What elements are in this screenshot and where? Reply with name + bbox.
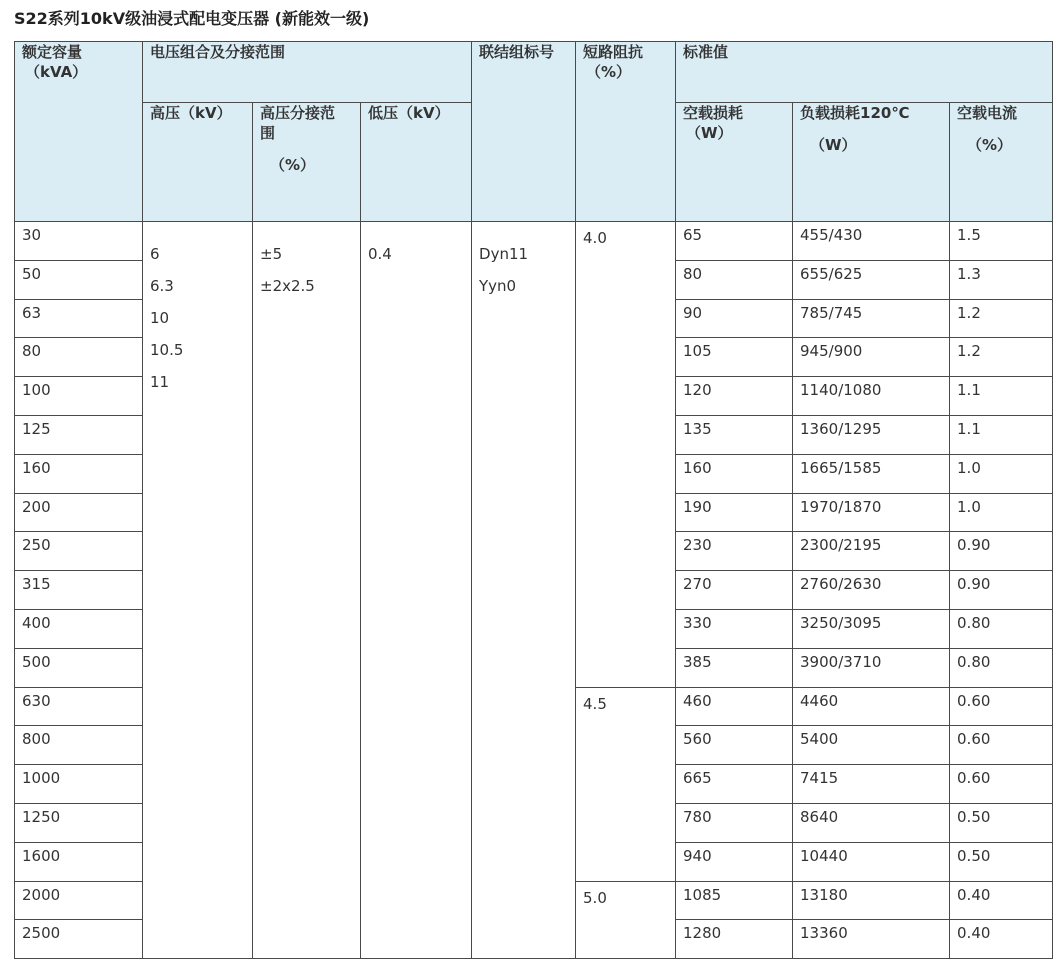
cell-no-load-current: 0.90 (950, 571, 1053, 610)
table-row (15, 222, 1053, 261)
cell-capacity: 80 (15, 338, 143, 377)
connection-value: Dyn11 (479, 245, 529, 263)
cell-no-load-current: 1.2 (950, 299, 1053, 338)
tap-value: ±5 (260, 245, 283, 263)
header-connection: 联结组标号 (472, 42, 576, 222)
cell-load-loss: 945/900 (793, 338, 950, 377)
cell-capacity: 1250 (15, 803, 143, 842)
header-no-load-loss (676, 103, 793, 222)
cell-no-load-current: 0.40 (950, 920, 1053, 959)
cell-capacity: 160 (15, 454, 143, 493)
cell-load-loss: 3900/3710 (793, 648, 950, 687)
cell-no-load-loss: 330 (676, 609, 793, 648)
cell-connection-values (472, 222, 576, 959)
cell-no-load-loss: 780 (676, 803, 793, 842)
header-rated-capacity (15, 42, 143, 222)
cell-load-loss: 2300/2195 (793, 532, 950, 571)
cell-no-load-current: 1.1 (950, 415, 1053, 454)
header-rated-capacity-unit: （kVA） (25, 63, 88, 81)
cell-load-loss: 2760/2630 (793, 571, 950, 610)
cell-load-loss: 1970/1870 (793, 493, 950, 532)
cell-capacity: 1600 (15, 842, 143, 881)
cell-lv-value (361, 222, 472, 959)
cell-no-load-loss: 270 (676, 571, 793, 610)
cell-capacity: 400 (15, 609, 143, 648)
cell-capacity: 63 (15, 299, 143, 338)
cell-no-load-loss: 160 (676, 454, 793, 493)
header-no-load-current-unit: （%） (967, 136, 1013, 154)
cell-no-load-loss: 385 (676, 648, 793, 687)
header-rated-capacity-label: 额定容量 (22, 43, 83, 61)
cell-load-loss: 5400 (793, 726, 950, 765)
cell-capacity: 1000 (15, 765, 143, 804)
cell-no-load-loss: 1085 (676, 881, 793, 920)
header-no-load-current (950, 103, 1053, 222)
header-hv-tap-label-2: 围 (260, 124, 276, 142)
tap-value: ±2x2.5 (260, 277, 315, 295)
cell-no-load-current: 0.80 (950, 609, 1053, 648)
cell-capacity: 50 (15, 260, 143, 299)
cell-load-loss: 4460 (793, 687, 950, 726)
connection-value: Yyn0 (479, 277, 517, 295)
cell-no-load-current: 0.60 (950, 765, 1053, 804)
header-hv-tap-unit: （%） (270, 156, 316, 174)
cell-no-load-loss: 105 (676, 338, 793, 377)
hv-value: 10 (150, 309, 170, 327)
cell-capacity: 250 (15, 532, 143, 571)
cell-load-loss: 13360 (793, 920, 950, 959)
header-load-loss-unit: （W） (810, 136, 857, 154)
header-impedance-label: 短路阻抗 (583, 43, 644, 61)
cell-no-load-loss: 120 (676, 377, 793, 416)
cell-capacity: 630 (15, 687, 143, 726)
cell-load-loss: 1360/1295 (793, 415, 950, 454)
cell-capacity: 2000 (15, 881, 143, 920)
header-voltage-group: 电压组合及分接范围 (143, 42, 472, 103)
cell-load-loss: 3250/3095 (793, 609, 950, 648)
cell-capacity: 800 (15, 726, 143, 765)
cell-no-load-loss: 460 (676, 687, 793, 726)
hv-value: 10.5 (150, 341, 184, 359)
header-standard: 标准值 (676, 42, 1053, 103)
header-load-loss (793, 103, 950, 222)
cell-load-loss: 785/745 (793, 299, 950, 338)
cell-load-loss: 1140/1080 (793, 377, 950, 416)
cell-no-load-loss: 940 (676, 842, 793, 881)
header-impedance (576, 42, 676, 222)
spec-table (14, 41, 1053, 959)
cell-no-load-current: 1.0 (950, 454, 1053, 493)
header-no-load-loss-unit: （W） (686, 124, 733, 142)
cell-no-load-current: 0.90 (950, 532, 1053, 571)
table-body (15, 222, 1053, 959)
cell-no-load-loss: 90 (676, 299, 793, 338)
cell-no-load-loss: 560 (676, 726, 793, 765)
hv-value: 6 (150, 245, 160, 263)
cell-load-loss: 655/625 (793, 260, 950, 299)
cell-no-load-current: 0.60 (950, 687, 1053, 726)
cell-capacity: 2500 (15, 920, 143, 959)
cell-no-load-current: 0.50 (950, 842, 1053, 881)
cell-capacity: 30 (15, 222, 143, 261)
lv-value: 0.4 (368, 245, 392, 263)
cell-load-loss: 7415 (793, 765, 950, 804)
cell-load-loss: 10440 (793, 842, 950, 881)
cell-capacity: 125 (15, 415, 143, 454)
cell-no-load-loss: 230 (676, 532, 793, 571)
header-load-loss-label: 负载损耗120℃ (800, 104, 910, 122)
cell-hv-values (143, 222, 253, 959)
cell-no-load-current: 0.60 (950, 726, 1053, 765)
cell-load-loss: 455/430 (793, 222, 950, 261)
cell-capacity: 100 (15, 377, 143, 416)
header-lv: 低压（kV） (361, 103, 472, 222)
cell-load-loss: 8640 (793, 803, 950, 842)
cell-capacity: 315 (15, 571, 143, 610)
header-no-load-loss-label: 空载损耗 (683, 104, 744, 122)
cell-no-load-current: 0.40 (950, 881, 1053, 920)
cell-no-load-current: 0.50 (950, 803, 1053, 842)
header-hv: 高压（kV） (143, 103, 253, 222)
page-title: S22系列10kV级油浸式配电变压器 (新能效一级) (14, 9, 370, 28)
header-no-load-current-label: 空载电流 (957, 104, 1018, 122)
header-hv-tap (253, 103, 361, 222)
cell-no-load-loss: 80 (676, 260, 793, 299)
cell-load-loss: 1665/1585 (793, 454, 950, 493)
header-hv-tap-label: 高压分接范 (260, 104, 336, 122)
hv-value: 6.3 (150, 277, 174, 295)
cell-tap-values (253, 222, 361, 959)
cell-no-load-loss: 190 (676, 493, 793, 532)
cell-capacity: 500 (15, 648, 143, 687)
cell-impedance: 4.5 (576, 687, 676, 881)
cell-no-load-loss: 65 (676, 222, 793, 261)
cell-no-load-current: 0.80 (950, 648, 1053, 687)
cell-no-load-current: 1.0 (950, 493, 1053, 532)
cell-no-load-current: 1.1 (950, 377, 1053, 416)
cell-impedance: 4.0 (576, 222, 676, 688)
cell-no-load-current: 1.3 (950, 260, 1053, 299)
cell-impedance: 5.0 (576, 881, 676, 959)
cell-no-load-loss: 135 (676, 415, 793, 454)
hv-value: 11 (150, 373, 170, 391)
cell-no-load-loss: 665 (676, 765, 793, 804)
cell-no-load-loss: 1280 (676, 920, 793, 959)
cell-capacity: 200 (15, 493, 143, 532)
cell-no-load-current: 1.5 (950, 222, 1053, 261)
header-impedance-unit: （%） (586, 63, 632, 81)
cell-load-loss: 13180 (793, 881, 950, 920)
cell-no-load-current: 1.2 (950, 338, 1053, 377)
